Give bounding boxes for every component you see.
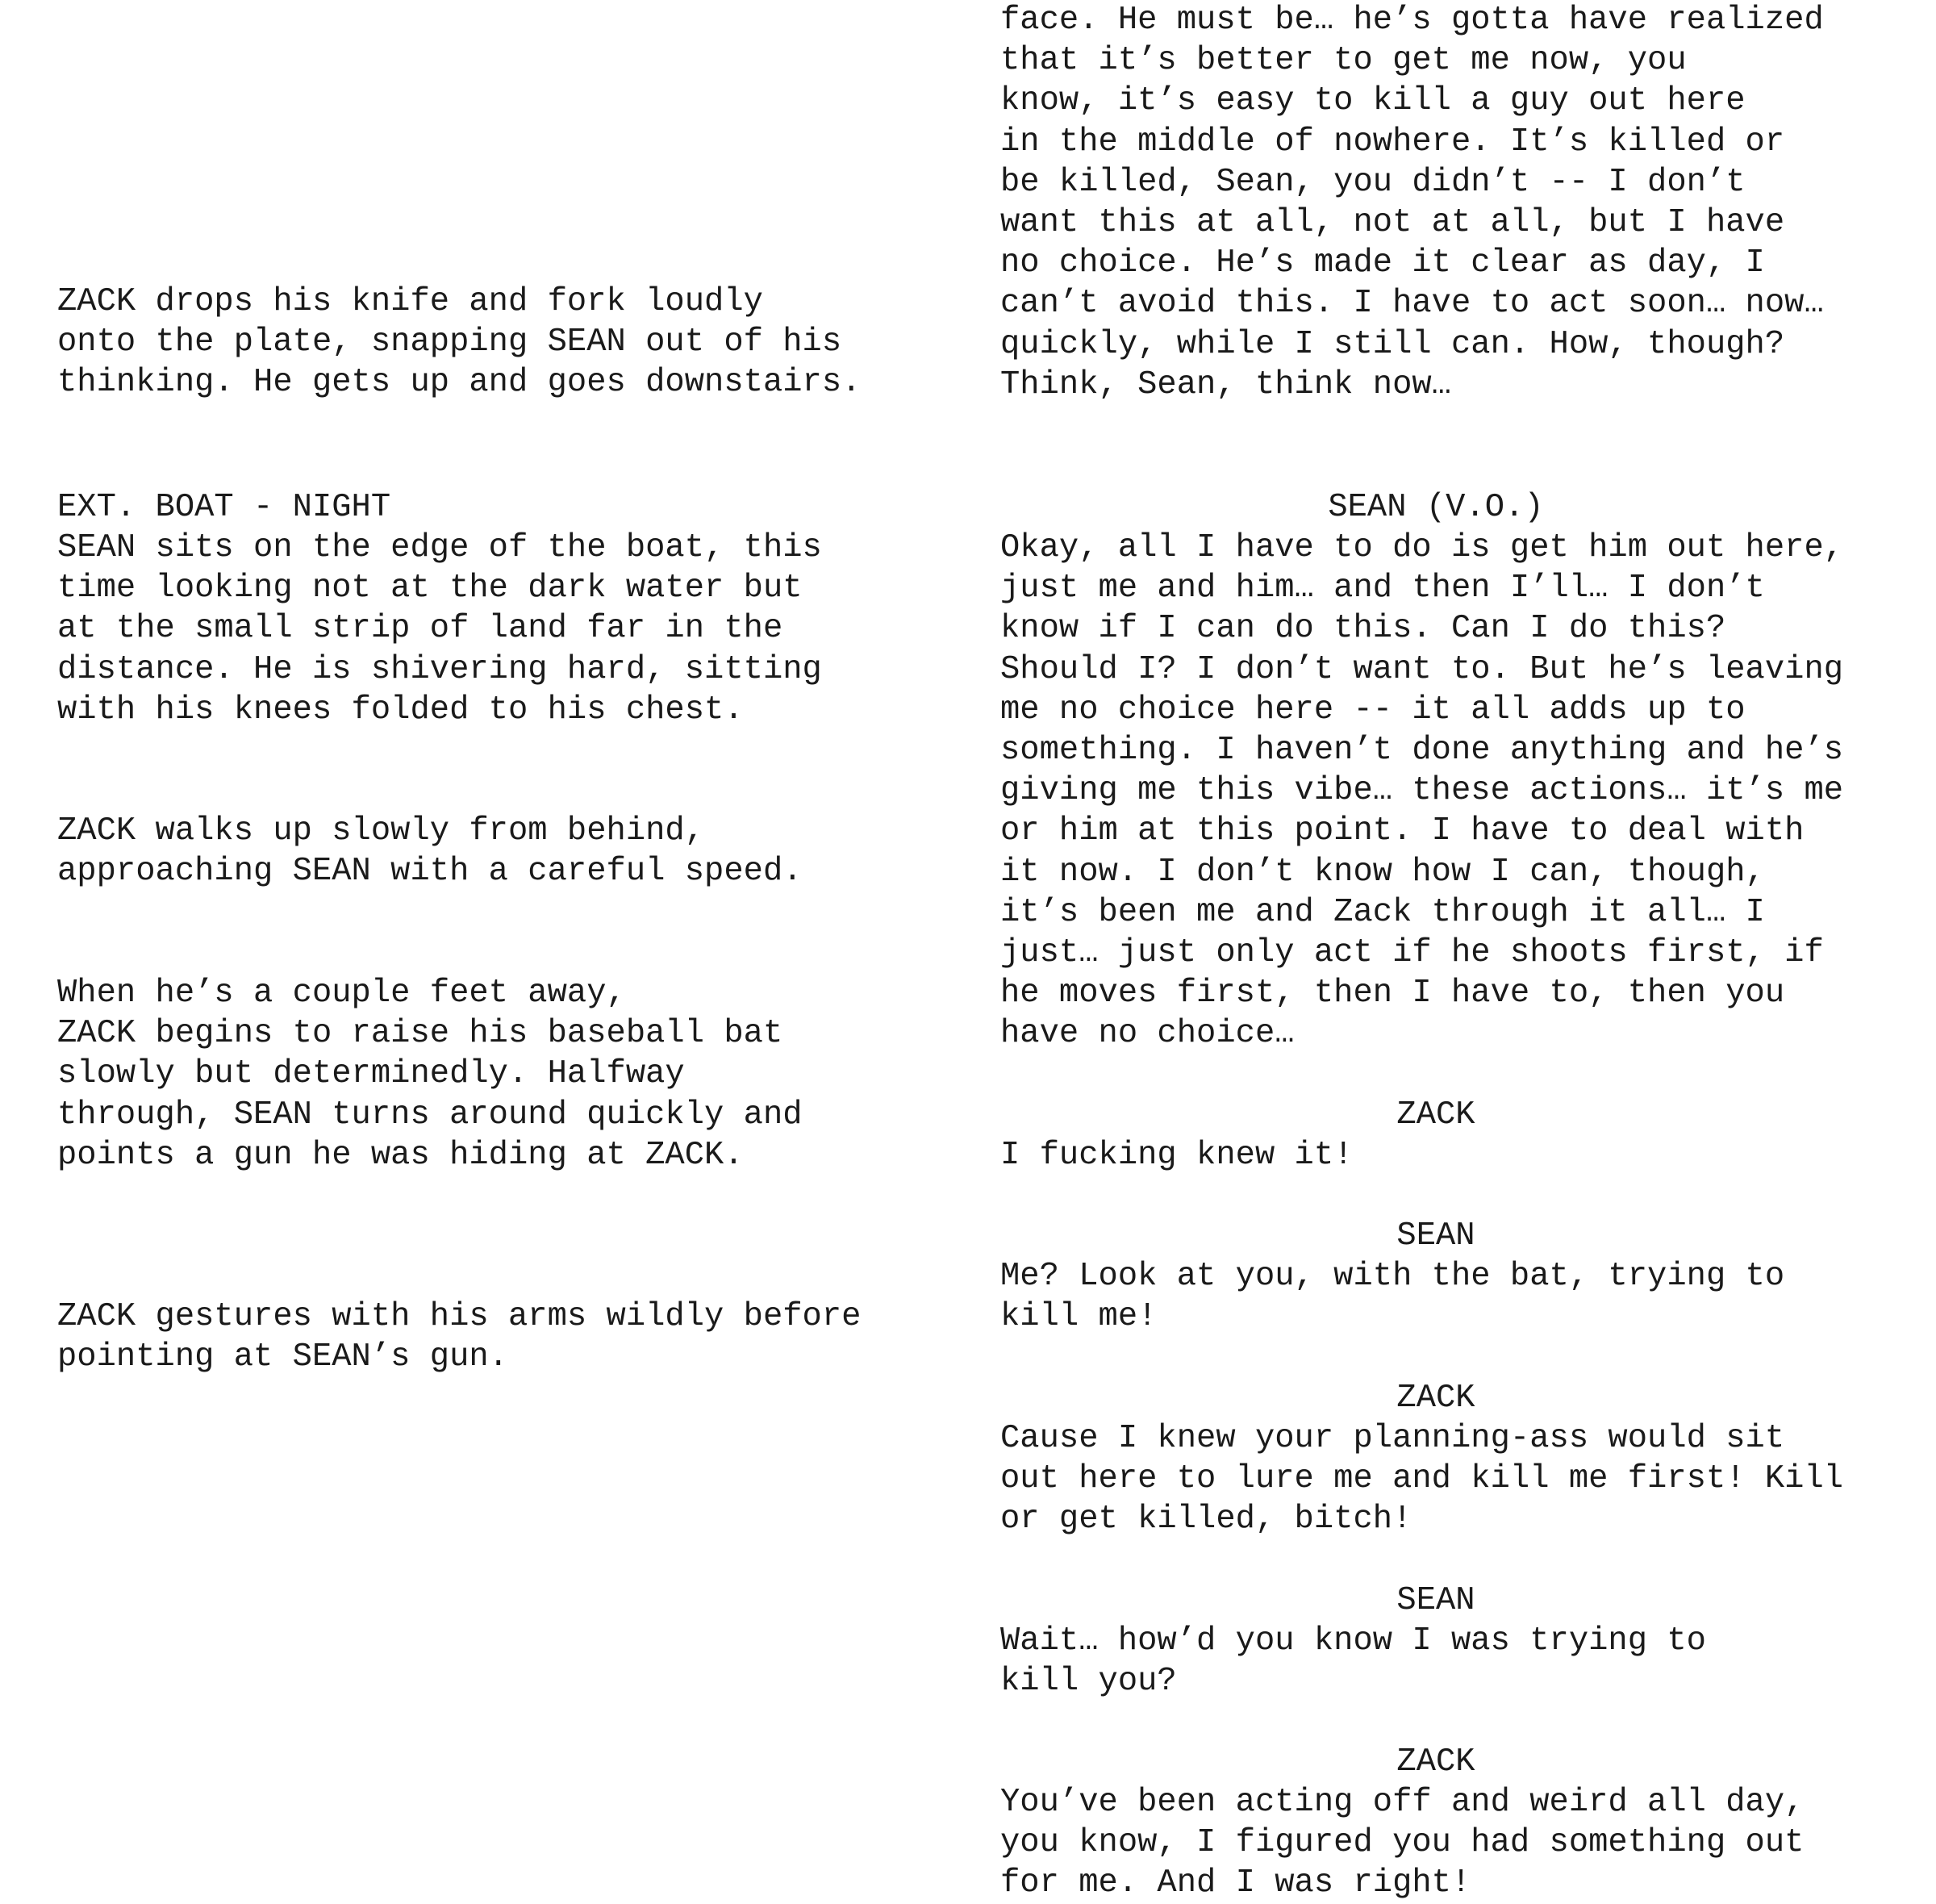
dialogue-line: You’ve been acting off and weird all day, you know, I figured you had something out for me. And I was right! [1000,1784,1805,1902]
dialogue-line: Okay, all I have to do is get him out here, just me and him… and then I’ll… I don’t know if I can do this. Can I do this? Should I? I don’t want to. But he’s leaving me no choice here -- it all adds up to something. I haven’t done anything and he’s giving me this vibe… these actions… it’s me or him at this point. I have to deal with it now. I don’t know how I can, though, it’s been me and Zack through it all… I just… just only act if he shoots first, if he moves first, then I have to, then you have no choice… [1000,529,1844,1053]
scene-heading: EXT. BOAT - NIGHT [57,489,391,526]
dialogue-continued: face. He must be… he’s gotta have realized that it’s better to get me now, you know, it’s easy to kill a guy out here in the middle of nowhere. It’s killed or be killed, Sean, you didn’t -- I don’t want this at all, not at all, but I have no choice. He’s made it clear as day, I can’t avoid this. I have to act soon… now… quickly, while I still can. How, though? Think, Sean, think now… [1000,2,1824,403]
dialogue-line: Wait… how’d you know I was trying to kill you? [1000,1622,1706,1701]
action-block: When he’s a couple feet away, ZACK begins to raise his baseball bat slowly but determinedly. Halfway through, SEAN turns around quickly and points a gun he was hiding at ZACK. [57,975,803,1174]
action-block: ZACK gestures with his arms wildly before pointing at SEAN’s gun. [57,1298,862,1376]
character-cue: ZACK [1396,1380,1475,1417]
action-block: ZACK drops his knife and fork loudly onto the plate, snapping SEAN out of his thinking. He gets up and goes downstairs. [57,283,862,402]
action-block: ZACK walks up slowly from behind, approaching SEAN with a careful speed. [57,812,803,891]
action-block: SEAN sits on the edge of the boat, this time looking not at the dark water but at the small strip of land far in the distance. He is shivering hard, sitting with his knees folded to his chest. [57,529,822,729]
dialogue-line: Cause I knew your planning-ass would sit out here to lure me and kill me first! Kill or get killed, bitch! [1000,1420,1844,1539]
character-cue: ZACK [1396,1743,1475,1781]
dialogue-line: Me? Look at you, with the bat, trying to kill me! [1000,1258,1785,1336]
character-cue: ZACK [1396,1096,1475,1134]
character-cue: SEAN [1396,1582,1475,1619]
character-cue: SEAN [1396,1217,1475,1255]
character-cue: SEAN (V.O.) [1328,489,1544,526]
dialogue-line: I fucking knew it! [1000,1137,1354,1174]
